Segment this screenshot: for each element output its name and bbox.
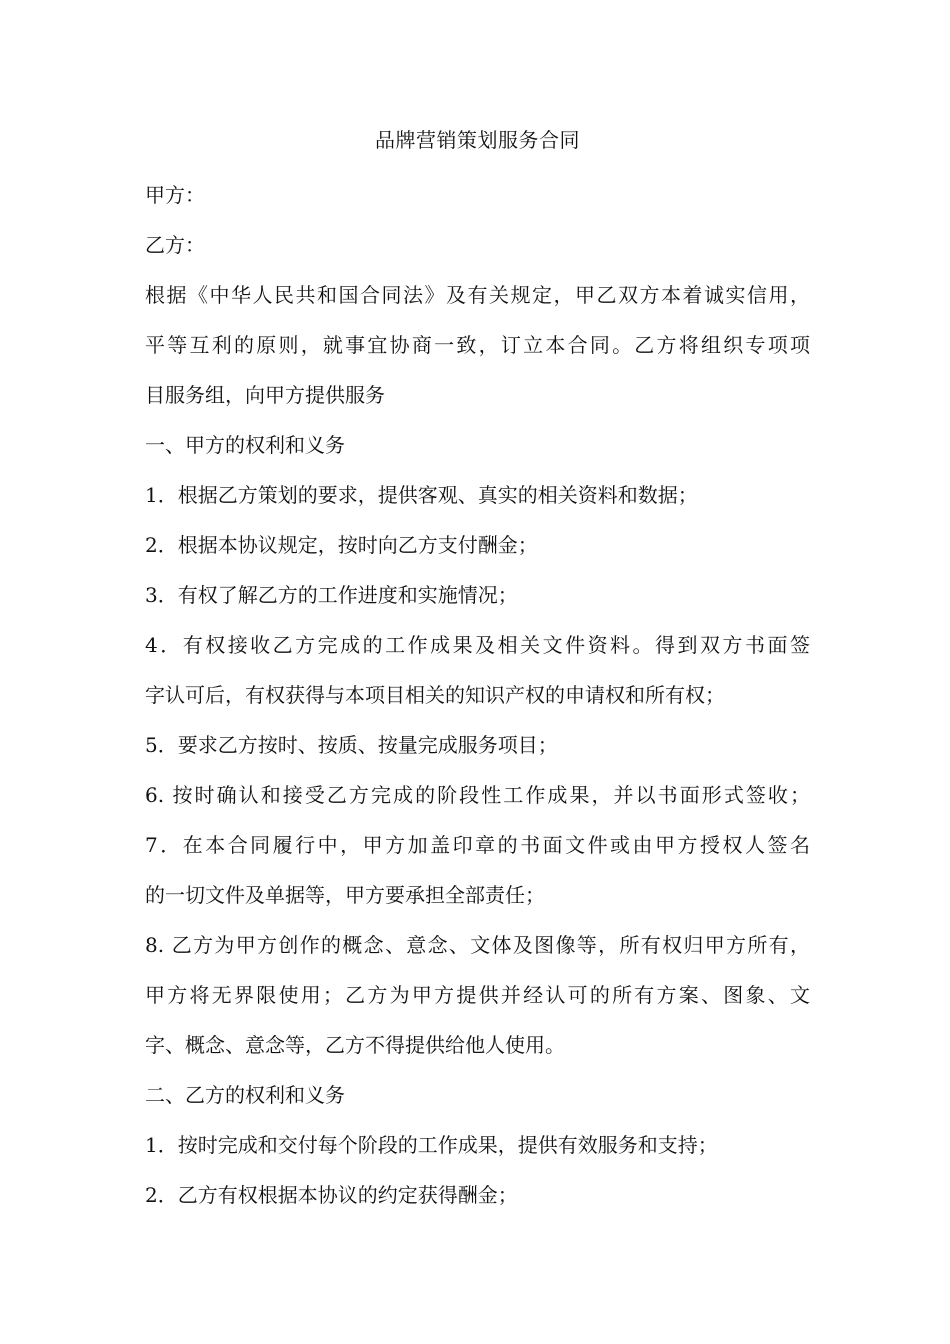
preamble-line-2: 平等互利的原则，就事宜协商一致，订立本合同。乙方将组织专项项: [145, 333, 810, 357]
section2-item-2: 2．乙方有权根据本协议的约定获得酬金；: [145, 1183, 518, 1207]
party-a-line: 甲方：: [145, 183, 205, 207]
section1-item-8-line-2: 甲方将无界限使用；乙方为甲方提供并经认可的所有方案、图象、文: [145, 983, 810, 1007]
preamble-line-3: 目服务组，向甲方提供服务: [145, 383, 385, 407]
section1-item-2: 2．根据本协议规定，按时向乙方支付酬金；: [145, 533, 538, 557]
section1-item-7-line-2: 的一切文件及单据等，甲方要承担全部责任；: [145, 883, 545, 907]
section1-item-3: 3．有权了解乙方的工作进度和实施情况；: [145, 583, 518, 607]
preamble-line-1: 根据《中华人民共和国合同法》及有关规定，甲乙双方本着诚实信用，: [145, 283, 810, 307]
section1-item-1: 1．根据乙方策划的要求，提供客观、真实的相关资料和数据；: [145, 483, 698, 507]
section1-item-8-line-1: 8. 乙方为甲方创作的概念、意念、文体及图像等，所有权归甲方所有，: [145, 933, 810, 957]
section1-item-6: 6. 按时确认和接受乙方完成的阶段性工作成果，并以书面形式签收；: [145, 783, 810, 807]
document-body: [145, 120, 810, 1220]
section2-item-1: 1．按时完成和交付每个阶段的工作成果，提供有效服务和支持；: [145, 1133, 718, 1157]
document-title: 品牌营销策划服务合同: [375, 128, 580, 152]
section1-item-4-line-1: 4．有权接收乙方完成的工作成果及相关文件资料。得到双方书面签: [145, 633, 810, 657]
section1-item-5: 5．要求乙方按时、按质、按量完成服务项目；: [145, 733, 558, 757]
section1-item-4-line-2: 字认可后，有权获得与本项目相关的知识产权的申请权和所有权；: [145, 683, 725, 707]
section1-item-8-line-3: 字、概念、意念等，乙方不得提供给他人使用。: [145, 1033, 565, 1057]
section1-heading: 一、甲方的权利和义务: [145, 433, 345, 457]
section2-heading: 二、乙方的权利和义务: [145, 1083, 345, 1107]
section1-item-7-line-1: 7．在本合同履行中，甲方加盖印章的书面文件或由甲方授权人签名: [145, 833, 810, 857]
party-b-line: 乙方：: [145, 233, 205, 257]
